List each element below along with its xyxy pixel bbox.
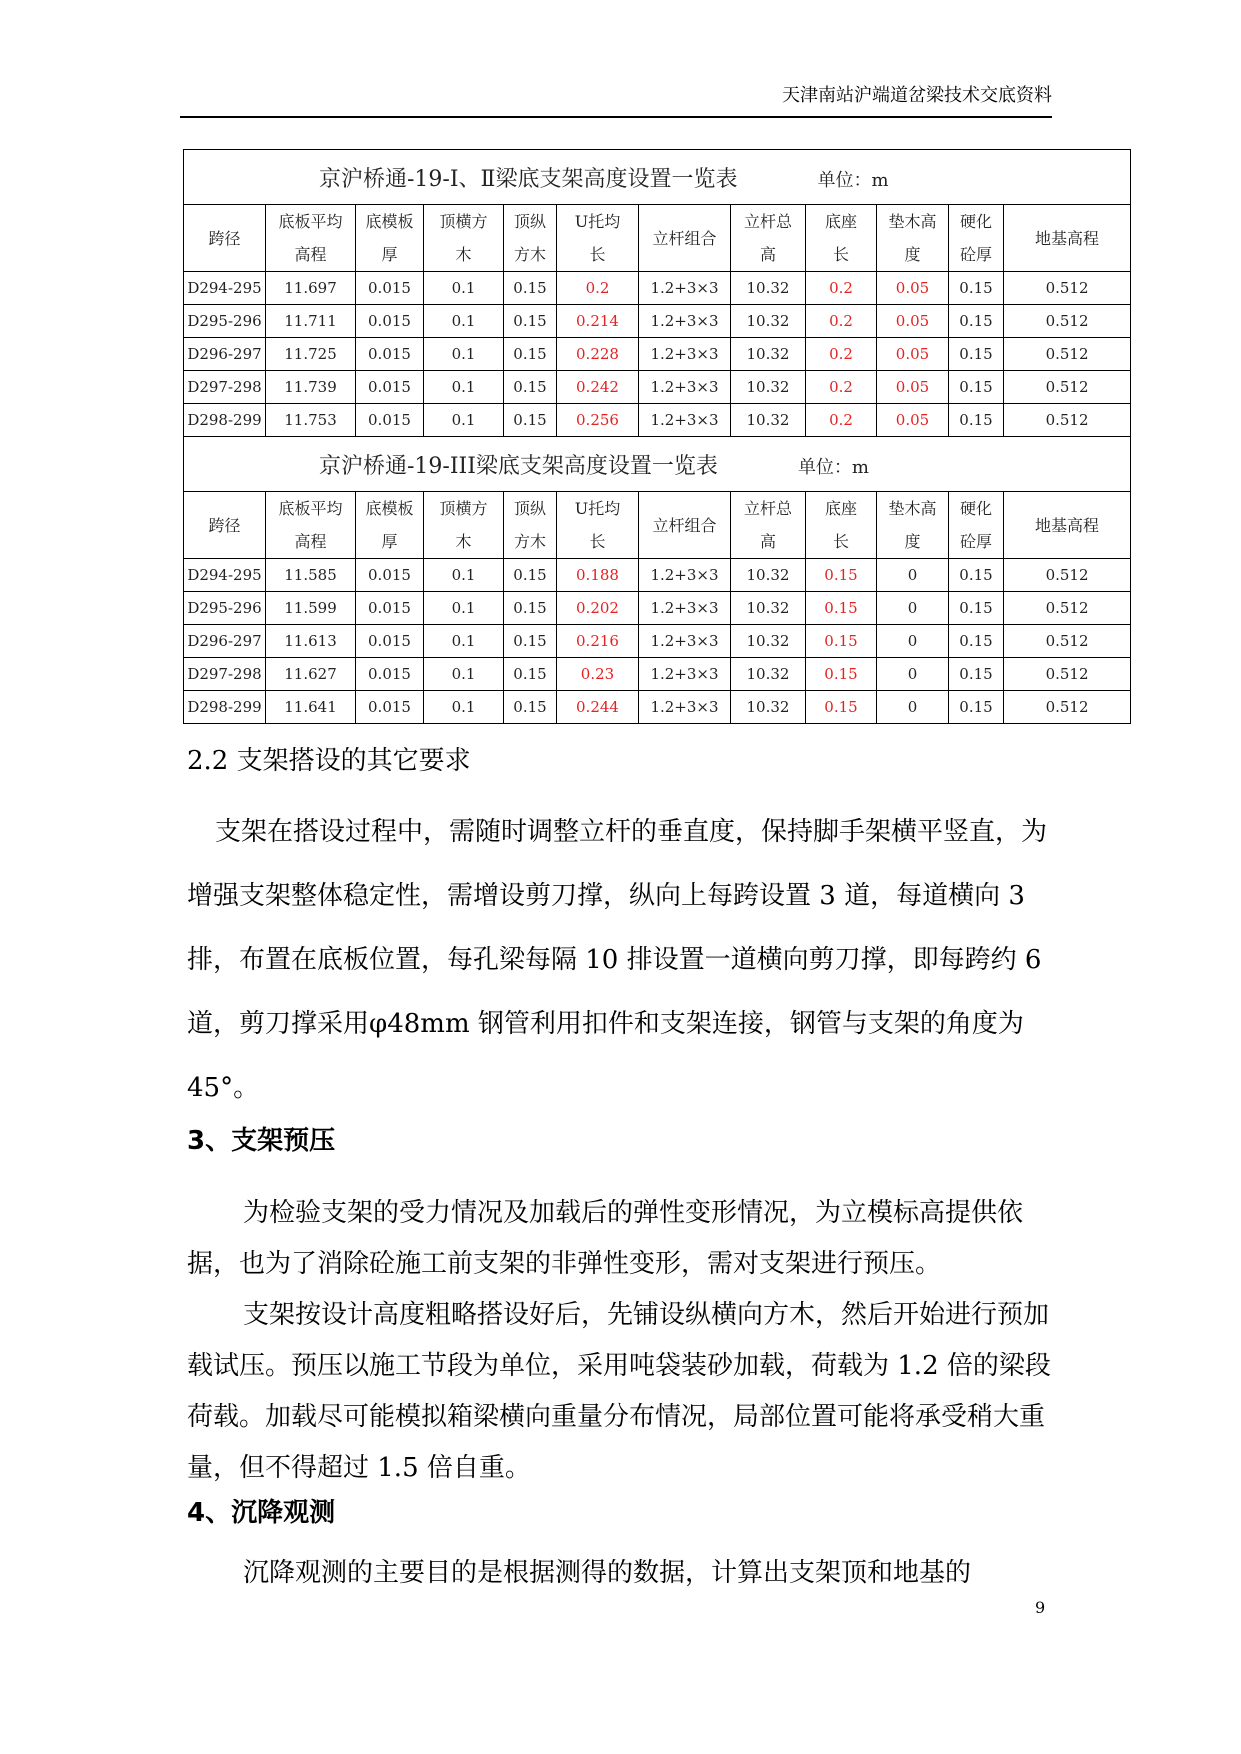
table-cell: 10.32 <box>731 691 806 724</box>
table-cell: 0.05 <box>877 404 949 437</box>
section-2-2-body: 支架在搭设过程中，需随时调整立杆的垂直度，保持脚手架横平竖直，为增强支架整体稳定性，需增设剪刀撑，纵向上每跨设置 3 道，每道横向 3 排，布置在底板位置，每孔梁每隔 10 排设置一道横向剪刀撑，即每跨约 6 道，剪刀撑采用φ48mm 钢管利用扣件和支架连接，钢管与支架的角度为 45°。 <box>187 817 1048 1103</box>
table-unit: 单位：m <box>797 456 870 478</box>
table-cell: 0.05 <box>877 272 949 305</box>
column-header: 顶横方 木 <box>424 205 504 272</box>
table-cell: 0.15 <box>504 658 557 691</box>
table-row <box>184 625 1131 658</box>
table-cell: 0.1 <box>424 371 504 404</box>
table-cell: D296-297 <box>184 338 266 371</box>
table-title: 京沪桥通-19-Ⅰ、Ⅱ梁底支架高度设置一览表 <box>319 166 738 192</box>
table-cell: 0.2 <box>806 371 877 404</box>
table-cell: 0.512 <box>1004 404 1131 437</box>
table-cell: 0.05 <box>877 305 949 338</box>
section-3-title: 3、支架预压 <box>187 1126 336 1156</box>
table-row <box>184 559 1131 592</box>
table-cell: 0.15 <box>949 371 1004 404</box>
table-cell: 0.15 <box>504 338 557 371</box>
table-cell: 0 <box>877 658 949 691</box>
table-cell: 0.015 <box>356 371 424 404</box>
table-cell: D297-298 <box>184 371 266 404</box>
support-height-tables <box>183 149 1130 724</box>
table-unit: 单位：m <box>817 169 889 191</box>
table-cell: 0 <box>877 559 949 592</box>
table-cell: D297-298 <box>184 658 266 691</box>
table-cell: 1.2+3×3 <box>639 625 731 658</box>
table-cell: 1.2+3×3 <box>639 272 731 305</box>
table-row <box>184 371 1131 404</box>
table-cell: 0.015 <box>356 559 424 592</box>
column-header: 立杆总 高 <box>731 492 806 559</box>
table-row <box>184 305 1131 338</box>
column-header: 顶横方 木 <box>424 492 504 559</box>
table-cell: 0.1 <box>424 625 504 658</box>
table-cell: 0.015 <box>356 305 424 338</box>
table-cell: 1.2+3×3 <box>639 658 731 691</box>
table-cell: 0.512 <box>1004 559 1131 592</box>
column-header: 立杆组合 <box>639 205 731 272</box>
page-number: 9 <box>1035 1598 1046 1617</box>
table-cell: 0.15 <box>949 658 1004 691</box>
table-header-row <box>184 492 1131 559</box>
table-cell: 0.15 <box>949 404 1004 437</box>
table-cell: 0.2 <box>806 272 877 305</box>
table-cell: 0.15 <box>949 338 1004 371</box>
table-cell: 0.05 <box>877 371 949 404</box>
table-cell: 0.512 <box>1004 338 1131 371</box>
table-title-cell <box>184 437 1131 492</box>
table-cell: 10.32 <box>731 658 806 691</box>
column-header: 底座 长 <box>806 205 877 272</box>
table-cell: 0.15 <box>806 559 877 592</box>
table-cell: 0.2 <box>806 305 877 338</box>
column-header: 垫木高 度 <box>877 205 949 272</box>
table-cell: 0.1 <box>424 691 504 724</box>
table-row <box>184 658 1131 691</box>
support-height-table <box>183 149 1131 724</box>
table-cell: 0 <box>877 592 949 625</box>
header-title: 天津南站沪端道岔梁技术交底资料 <box>782 85 1052 106</box>
column-header: 地基高程 <box>1004 205 1131 272</box>
table-title-row <box>184 150 1131 205</box>
column-header: 底模板 厚 <box>356 492 424 559</box>
table-title: 京沪桥通-19-III梁底支架高度设置一览表 <box>319 453 718 479</box>
table-cell: 11.711 <box>266 305 356 338</box>
table-cell: 1.2+3×3 <box>639 404 731 437</box>
column-header: 硬化 砼厚 <box>949 492 1004 559</box>
table-title-cell <box>184 150 1131 205</box>
table-cell: 0.15 <box>949 691 1004 724</box>
table-cell: D296-297 <box>184 625 266 658</box>
table-cell: 0.15 <box>504 305 557 338</box>
table-cell: 0.015 <box>356 338 424 371</box>
table-cell: 0.15 <box>949 305 1004 338</box>
table-cell: 0.15 <box>504 404 557 437</box>
table-cell: 0.015 <box>356 592 424 625</box>
table-cell: 0.1 <box>424 658 504 691</box>
table-cell: 0.15 <box>949 625 1004 658</box>
table-cell: 1.2+3×3 <box>639 592 731 625</box>
table-cell: 0.512 <box>1004 272 1131 305</box>
table-row <box>184 404 1131 437</box>
table-cell: 0.15 <box>806 592 877 625</box>
table-cell: 0.15 <box>504 559 557 592</box>
table-cell: 0.1 <box>424 272 504 305</box>
table-cell: 0.512 <box>1004 371 1131 404</box>
column-header: 底板平均 高程 <box>266 205 356 272</box>
table-cell: 0.202 <box>557 592 639 625</box>
table-cell: 0.188 <box>557 559 639 592</box>
table-cell: 0.15 <box>806 625 877 658</box>
table-row <box>184 338 1131 371</box>
table-cell: 0.242 <box>557 371 639 404</box>
table-cell: 10.32 <box>731 625 806 658</box>
table-cell: 1.2+3×3 <box>639 371 731 404</box>
table-row <box>184 272 1131 305</box>
table-cell: 11.725 <box>266 338 356 371</box>
table-cell: 0.2 <box>806 404 877 437</box>
table-cell: 1.2+3×3 <box>639 305 731 338</box>
column-header: U托均 长 <box>557 492 639 559</box>
table-cell: 0.1 <box>424 305 504 338</box>
column-header: 底模板 厚 <box>356 205 424 272</box>
table-cell: 0.15 <box>806 691 877 724</box>
table-cell: 0.15 <box>504 592 557 625</box>
table-cell: 0.512 <box>1004 305 1131 338</box>
column-header: U托均 长 <box>557 205 639 272</box>
table-cell: 0.256 <box>557 404 639 437</box>
table-cell: D294-295 <box>184 272 266 305</box>
table-cell: 10.32 <box>731 592 806 625</box>
section-3-body-1: 为检验支架的受力情况及加载后的弹性变形情况，为立模标高提供依据，也为了消除砼施工前支架的非弹性变形，需对支架进行预压。 <box>187 1198 1024 1279</box>
table-cell: D298-299 <box>184 404 266 437</box>
section-3-body-2: 支架按设计高度粗略搭设好后，先铺设纵横向方木，然后开始进行预加载试压。预压以施工节段为单位，采用吨袋装砂加载，荷载为 1.2 倍的梁段荷载。加载尽可能模拟箱梁横向重量分布情况，局部位置可能将承受稍大重量，但不得超过 1.5 倍自重。 <box>187 1300 1051 1483</box>
column-header: 底座 长 <box>806 492 877 559</box>
table-cell: 11.753 <box>266 404 356 437</box>
table-cell: 0.015 <box>356 404 424 437</box>
column-header: 地基高程 <box>1004 492 1131 559</box>
table-cell: 0.15 <box>504 625 557 658</box>
table-cell: 0.015 <box>356 625 424 658</box>
table-cell: D298-299 <box>184 691 266 724</box>
table-cell: 0.23 <box>557 658 639 691</box>
table-cell: 10.32 <box>731 559 806 592</box>
table-cell: 0.015 <box>356 272 424 305</box>
table-cell: 0.214 <box>557 305 639 338</box>
column-header: 底板平均 高程 <box>266 492 356 559</box>
column-header: 硬化 砼厚 <box>949 205 1004 272</box>
table-cell: 0.512 <box>1004 658 1131 691</box>
table-cell: 10.32 <box>731 272 806 305</box>
column-header: 跨径 <box>184 492 266 559</box>
table-cell: 11.613 <box>266 625 356 658</box>
table-cell: 0.15 <box>504 691 557 724</box>
table-cell: 0.15 <box>949 559 1004 592</box>
table-row <box>184 691 1131 724</box>
table-cell: 0.015 <box>356 691 424 724</box>
table-cell: 11.627 <box>266 658 356 691</box>
table-cell: 11.599 <box>266 592 356 625</box>
table-cell: 0.512 <box>1004 691 1131 724</box>
table-title-row <box>184 437 1131 492</box>
table-cell: 11.739 <box>266 371 356 404</box>
table-cell: 0.015 <box>356 658 424 691</box>
table-cell: 0.2 <box>557 272 639 305</box>
table-cell: 0.1 <box>424 404 504 437</box>
table-cell: 0.1 <box>424 592 504 625</box>
table-cell: 0 <box>877 691 949 724</box>
table-row <box>184 592 1131 625</box>
table-cell: 0.228 <box>557 338 639 371</box>
table-cell: 0.05 <box>877 338 949 371</box>
table-cell: 0.15 <box>504 272 557 305</box>
table-cell: 0.15 <box>504 371 557 404</box>
page-header <box>180 84 1052 118</box>
table-cell: 10.32 <box>731 338 806 371</box>
column-header: 顶纵 方木 <box>504 492 557 559</box>
table-cell: 0.512 <box>1004 592 1131 625</box>
column-header: 跨径 <box>184 205 266 272</box>
table-cell: 0.1 <box>424 559 504 592</box>
table-header-row <box>184 205 1131 272</box>
column-header: 立杆组合 <box>639 492 731 559</box>
table-cell: 11.641 <box>266 691 356 724</box>
table-cell: D295-296 <box>184 592 266 625</box>
table-cell: 0.15 <box>949 272 1004 305</box>
table-cell: 0.1 <box>424 338 504 371</box>
table-cell: 0.216 <box>557 625 639 658</box>
table-cell: 11.585 <box>266 559 356 592</box>
table-cell: 10.32 <box>731 404 806 437</box>
section-2-2-title: 2.2 支架搭设的其它要求 <box>187 746 471 776</box>
table-cell: D295-296 <box>184 305 266 338</box>
column-header: 垫木高 度 <box>877 492 949 559</box>
column-header: 立杆总 高 <box>731 205 806 272</box>
table-cell: D294-295 <box>184 559 266 592</box>
section-4-body: 沉降观测的主要目的是根据测得的数据，计算出支架顶和地基的 <box>243 1558 972 1588</box>
table-cell: 0.15 <box>949 592 1004 625</box>
table-cell: 10.32 <box>731 371 806 404</box>
section-4-title: 4、沉降观测 <box>187 1498 336 1528</box>
table-cell: 0.512 <box>1004 625 1131 658</box>
table-cell: 1.2+3×3 <box>639 691 731 724</box>
table-cell: 11.697 <box>266 272 356 305</box>
table-cell: 10.32 <box>731 305 806 338</box>
table-cell: 1.2+3×3 <box>639 338 731 371</box>
table-cell: 0.15 <box>806 658 877 691</box>
table-cell: 0.244 <box>557 691 639 724</box>
column-header: 顶纵 方木 <box>504 205 557 272</box>
table-cell: 0.2 <box>806 338 877 371</box>
table-cell: 0 <box>877 625 949 658</box>
table-cell: 1.2+3×3 <box>639 559 731 592</box>
